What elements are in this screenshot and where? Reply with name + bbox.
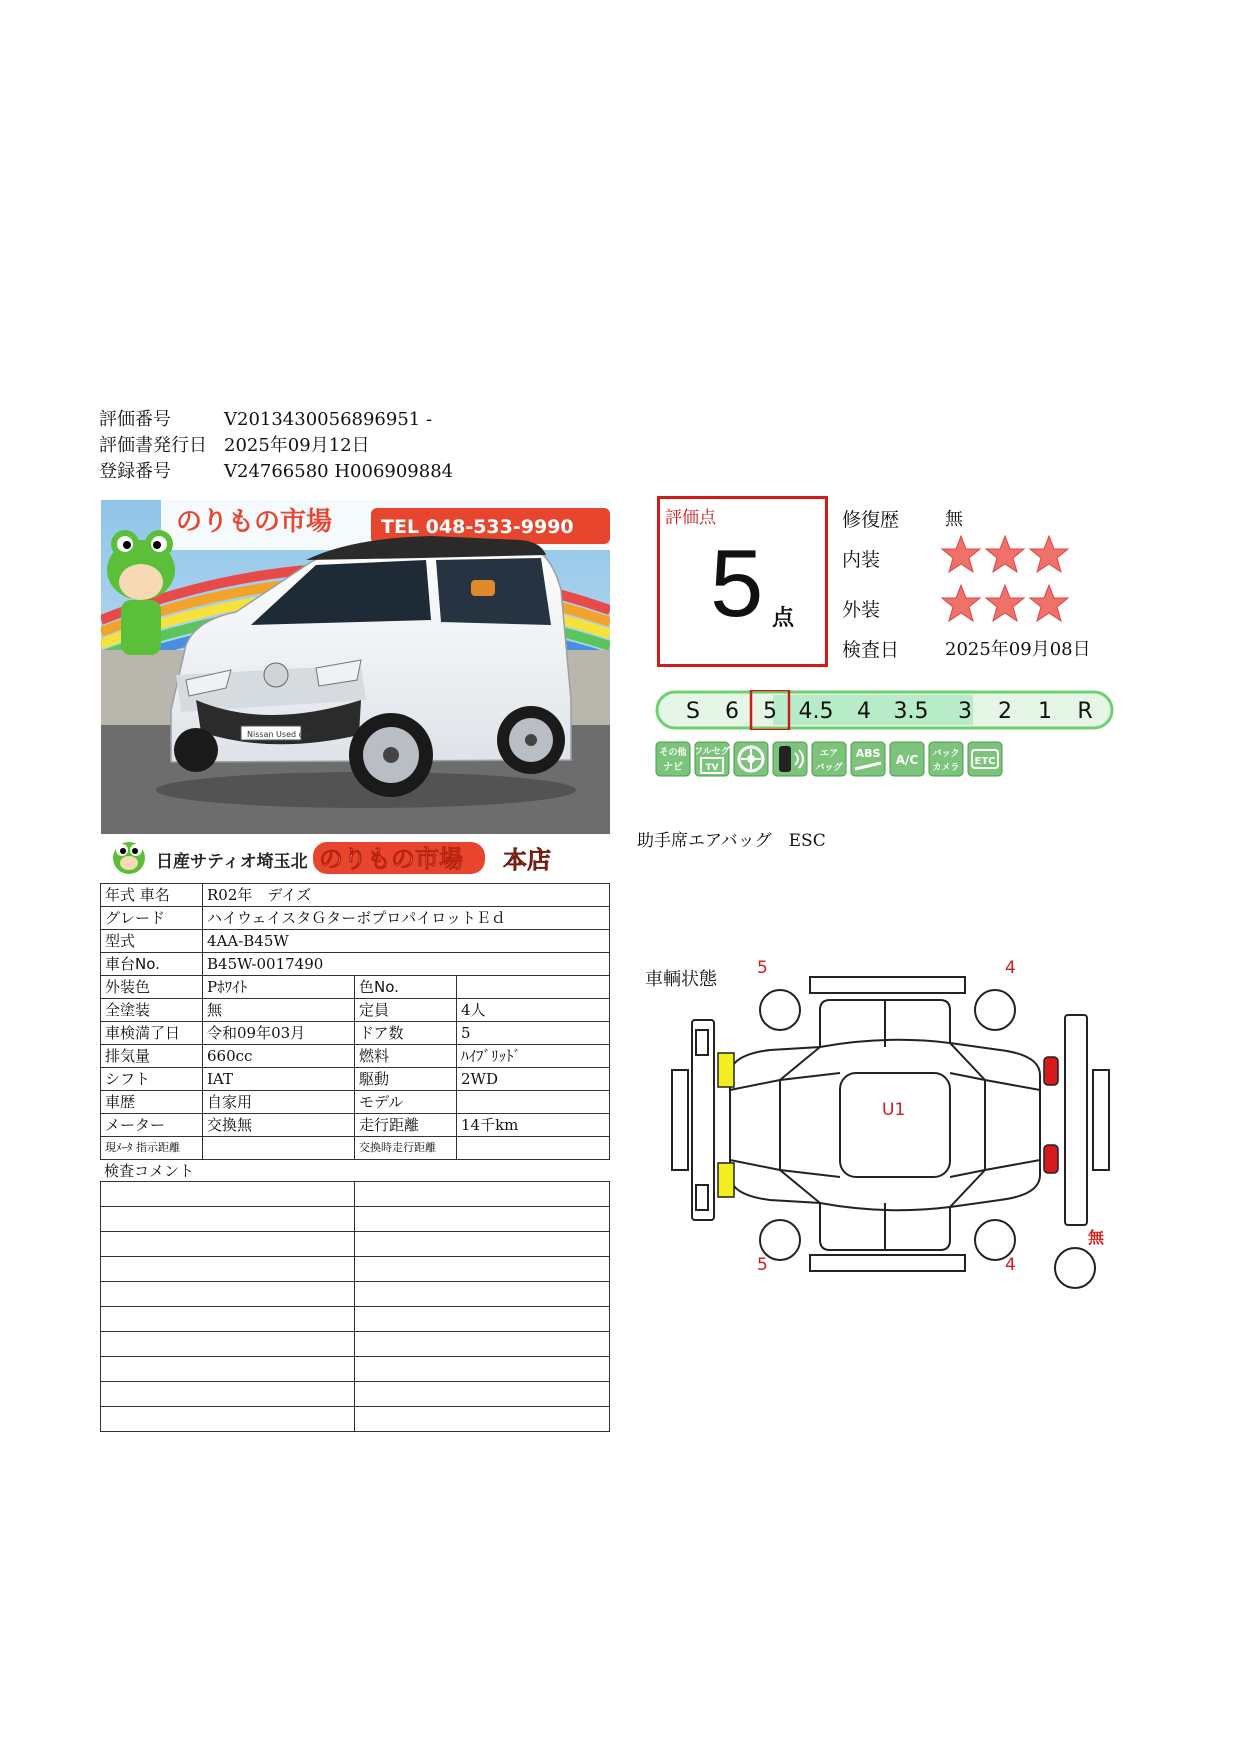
- svg-text:その他: その他: [659, 748, 687, 758]
- inspection-expiry-label: 車検満了日: [101, 1022, 203, 1045]
- table-row: [101, 930, 610, 953]
- table-row: [101, 1407, 610, 1432]
- comment-cell: [355, 1407, 610, 1432]
- shift-value: IAT: [203, 1068, 355, 1091]
- issue-date-value: 2025年09月12日: [224, 435, 370, 456]
- front-fog-lamp-bottom: [696, 1185, 708, 1210]
- capacity-value: 4人: [457, 999, 610, 1022]
- passenger-airbag-text: 助手席エアバッグ: [637, 831, 772, 851]
- tire-front-left-grade: 5: [757, 958, 768, 978]
- table-row: [101, 1022, 610, 1045]
- dealer-mascot-icon: [113, 842, 145, 874]
- current-meter-label: 現ﾒｰﾀ 指示距離: [101, 1137, 203, 1160]
- car-photo: [101, 500, 610, 834]
- table-row: [101, 999, 610, 1022]
- grade-label: グレード: [101, 907, 203, 930]
- svg-text:フルセグ: フルセグ: [694, 747, 730, 757]
- current-meter-value: [203, 1137, 355, 1160]
- model-code-label: 型式: [101, 930, 203, 953]
- grade-1: 1: [1038, 699, 1052, 724]
- alloy-wheel-icon: [734, 742, 768, 776]
- table-row: [101, 1137, 610, 1160]
- registration-number-value: V24766580 H006909884: [224, 461, 454, 482]
- svg-text:エア: エア: [819, 749, 839, 759]
- doors-value: 5: [457, 1022, 610, 1045]
- grade-R: R: [1077, 699, 1093, 724]
- rear-bumper-lip: [1093, 1070, 1109, 1170]
- svg-text:ETC: ETC: [974, 756, 996, 767]
- front-bumper-lip: [672, 1070, 688, 1170]
- inspection-expiry-value: 令和09年03月: [203, 1022, 355, 1045]
- table-row: [101, 1382, 610, 1407]
- registration-number-label: 登録番号: [99, 461, 171, 482]
- svg-text:カメラ: カメラ: [932, 763, 960, 773]
- grade-5: 5: [763, 699, 777, 724]
- comment-cell: [101, 1307, 355, 1332]
- rear-lamp-right-mark: [1044, 1145, 1058, 1173]
- comment-cell: [101, 1332, 355, 1357]
- repair-history-label: 修復歴: [842, 509, 900, 531]
- eval-number-value: V2013430056896951 -: [224, 409, 433, 430]
- comment-cell: [355, 1207, 610, 1232]
- table-row: [101, 1045, 610, 1068]
- spare-tire-label: 無: [1088, 1228, 1105, 1247]
- comment-cell: [355, 1332, 610, 1357]
- exterior-color-label: 外装色: [101, 976, 203, 999]
- score-label: 評価点: [665, 508, 716, 528]
- table-row: [101, 1257, 610, 1282]
- model-value: [457, 1091, 610, 1114]
- svg-text:ABS: ABS: [855, 747, 881, 760]
- rear-right-wheel-icon: [975, 1220, 1015, 1260]
- meter-label: メーター: [101, 1114, 203, 1137]
- exchange-mileage-value: [457, 1137, 610, 1160]
- registration-number-row: [99, 461, 453, 483]
- tire-front-right-grade: 4: [1005, 958, 1016, 978]
- exchange-mileage-label: 交換時走行距離: [355, 1137, 457, 1160]
- navi-icon: [656, 742, 690, 776]
- model-label: モデル: [355, 1091, 457, 1114]
- inspection-date-value: 2025年09月08日: [945, 639, 1091, 660]
- history-value: 自家用: [203, 1091, 355, 1114]
- ac-icon: [890, 742, 924, 776]
- chassis-number-value: B45W-0017490: [203, 953, 610, 976]
- year-name-value: R02年 デイズ: [203, 884, 610, 907]
- table-row: [101, 1114, 610, 1137]
- airbag-icon: [812, 742, 846, 776]
- dealer-name: 日産サティオ埼玉北: [156, 852, 308, 872]
- dealer-brand: のりもの市場: [319, 845, 463, 873]
- comment-cell: [355, 1282, 610, 1307]
- front-left-wheel-icon: [760, 990, 800, 1030]
- comment-cell: [101, 1232, 355, 1257]
- condition-title: 車輌状態: [645, 969, 717, 990]
- grade-S: S: [686, 699, 700, 724]
- star-icon: [1030, 536, 1068, 572]
- spare-tire-icon: [1055, 1248, 1095, 1288]
- front-lamp-right-mark: [718, 1163, 734, 1197]
- comment-table: [100, 1181, 610, 1432]
- front-right-wheel-icon: [975, 990, 1015, 1030]
- table-row: [101, 1091, 610, 1114]
- star-icon: [1030, 585, 1068, 621]
- rear-left-wheel-icon: [760, 1220, 800, 1260]
- spec-table: [100, 883, 610, 1160]
- table-row: [101, 953, 610, 976]
- table-row: [101, 1207, 610, 1232]
- grade-scale: [655, 690, 1114, 730]
- rear-lamp-left-mark: [1044, 1057, 1058, 1085]
- star-icon: [942, 585, 980, 621]
- hood-lines: [730, 1080, 780, 1170]
- abs-icon: [851, 742, 885, 776]
- star-icon: [986, 585, 1024, 621]
- interior-stars: [940, 534, 1070, 580]
- inspection-comment-label: 検査コメント: [104, 1162, 195, 1180]
- dealer-branch: 本店: [503, 846, 551, 874]
- table-row: [101, 1232, 610, 1257]
- vehicle-condition-diagram: [640, 955, 1140, 1295]
- table-row: [101, 1282, 610, 1307]
- doors-label: ドア数: [355, 1022, 457, 1045]
- meter-value: 交換無: [203, 1114, 355, 1137]
- drive-label: 駆動: [355, 1068, 457, 1091]
- mileage-label: 走行距離: [355, 1114, 457, 1137]
- car-plate-text: Nissan Used car: [247, 730, 312, 739]
- table-row: [101, 907, 610, 930]
- sign-brand: のりもの市場: [176, 507, 333, 537]
- full-paint-value: 無: [203, 999, 355, 1022]
- grade-6: 6: [725, 699, 739, 724]
- grade-value: ハイウェイスタＧターボプロパイロットＥｄ: [203, 907, 610, 930]
- roof-panel: [840, 1073, 950, 1177]
- eval-number-label: 評価番号: [99, 409, 171, 430]
- svg-text:バック: バック: [932, 749, 960, 759]
- color-number-label: 色No.: [355, 976, 457, 999]
- esc-text: ESC: [788, 831, 826, 851]
- eval-number-row: [99, 409, 432, 431]
- repair-history-value: 無: [945, 509, 963, 530]
- back-camera-icon: [929, 742, 963, 776]
- comment-cell: [355, 1307, 610, 1332]
- comment-cell: [101, 1282, 355, 1307]
- capacity-label: 定員: [355, 999, 457, 1022]
- issue-date-label: 評価書発行日: [99, 435, 207, 456]
- dealer-banner: [101, 838, 610, 878]
- left-side-sill: [810, 1255, 965, 1271]
- score-unit: 点: [772, 606, 795, 631]
- model-code-value: 4AA-B45W: [203, 930, 610, 953]
- history-label: 車歴: [101, 1091, 203, 1114]
- issue-date-row: [99, 435, 370, 457]
- roof-damage-mark: U1: [882, 1100, 906, 1120]
- fuel-value: ﾊｲﾌﾞﾘｯﾄﾞ: [457, 1045, 610, 1068]
- front-fog-lamp-top: [696, 1030, 708, 1055]
- score-value: 5: [710, 530, 764, 637]
- smart-key-icon: [773, 742, 807, 776]
- inspection-date-label: 検査日: [842, 639, 900, 661]
- grade-4-5: 4.5: [798, 699, 834, 724]
- full-paint-label: 全塗装: [101, 999, 203, 1022]
- comment-cell: [101, 1182, 355, 1207]
- comment-cell: [355, 1382, 610, 1407]
- grade-4: 4: [857, 699, 871, 724]
- svg-text:A/C: A/C: [895, 753, 919, 767]
- table-row: [101, 1332, 610, 1357]
- fullseg-tv-icon: [694, 742, 731, 776]
- comment-cell: [101, 1382, 355, 1407]
- exterior-stars: [940, 583, 1070, 629]
- etc-icon: [968, 742, 1002, 776]
- tailgate-lines: [985, 1080, 1040, 1170]
- pillar-lines: [780, 1073, 985, 1177]
- table-row: [101, 1068, 610, 1091]
- table-row: [101, 976, 610, 999]
- exterior-label: 外装: [842, 599, 881, 621]
- grade-2: 2: [998, 699, 1012, 724]
- sign-phone: TEL 048-533-9990: [381, 516, 574, 538]
- score-box: [657, 496, 828, 667]
- year-name-label: 年式 車名: [101, 884, 203, 907]
- comment-cell: [355, 1357, 610, 1382]
- svg-text:TV: TV: [705, 763, 719, 773]
- mileage-value: 14千km: [457, 1114, 610, 1137]
- right-side-sill: [810, 977, 965, 993]
- shift-label: シフト: [101, 1068, 203, 1091]
- fuel-label: 燃料: [355, 1045, 457, 1068]
- comment-cell: [101, 1257, 355, 1282]
- table-row: [101, 1357, 610, 1382]
- tire-rear-left-grade: 5: [757, 1255, 768, 1275]
- equipment-icons: [655, 741, 1035, 777]
- grade-3: 3: [958, 699, 972, 724]
- comment-cell: [101, 1207, 355, 1232]
- comment-cell: [355, 1232, 610, 1257]
- displacement-label: 排気量: [101, 1045, 203, 1068]
- chassis-number-label: 車台No.: [101, 953, 203, 976]
- svg-text:バッグ: バッグ: [815, 763, 843, 773]
- comment-cell: [101, 1407, 355, 1432]
- displacement-value: 660cc: [203, 1045, 355, 1068]
- exterior-color-value: Pﾎﾜｲﾄ: [203, 976, 355, 999]
- table-row: [101, 884, 610, 907]
- tire-rear-right-grade: 4: [1005, 1255, 1016, 1275]
- table-row: [101, 1307, 610, 1332]
- options-line: [637, 826, 826, 851]
- svg-text:ナビ: ナビ: [663, 762, 683, 773]
- comment-cell: [101, 1357, 355, 1382]
- cabin-outline: [780, 1040, 985, 1210]
- comment-cell: [355, 1182, 610, 1207]
- table-row: [101, 1182, 610, 1207]
- interior-label: 内装: [842, 549, 881, 571]
- star-icon: [986, 536, 1024, 572]
- front-lamp-left-mark: [718, 1053, 734, 1087]
- grade-3-5: 3.5: [893, 699, 929, 724]
- drive-value: 2WD: [457, 1068, 610, 1091]
- rear-bumper: [1065, 1015, 1087, 1225]
- color-number-value: [457, 976, 610, 999]
- comment-cell: [355, 1257, 610, 1282]
- star-icon: [942, 536, 980, 572]
